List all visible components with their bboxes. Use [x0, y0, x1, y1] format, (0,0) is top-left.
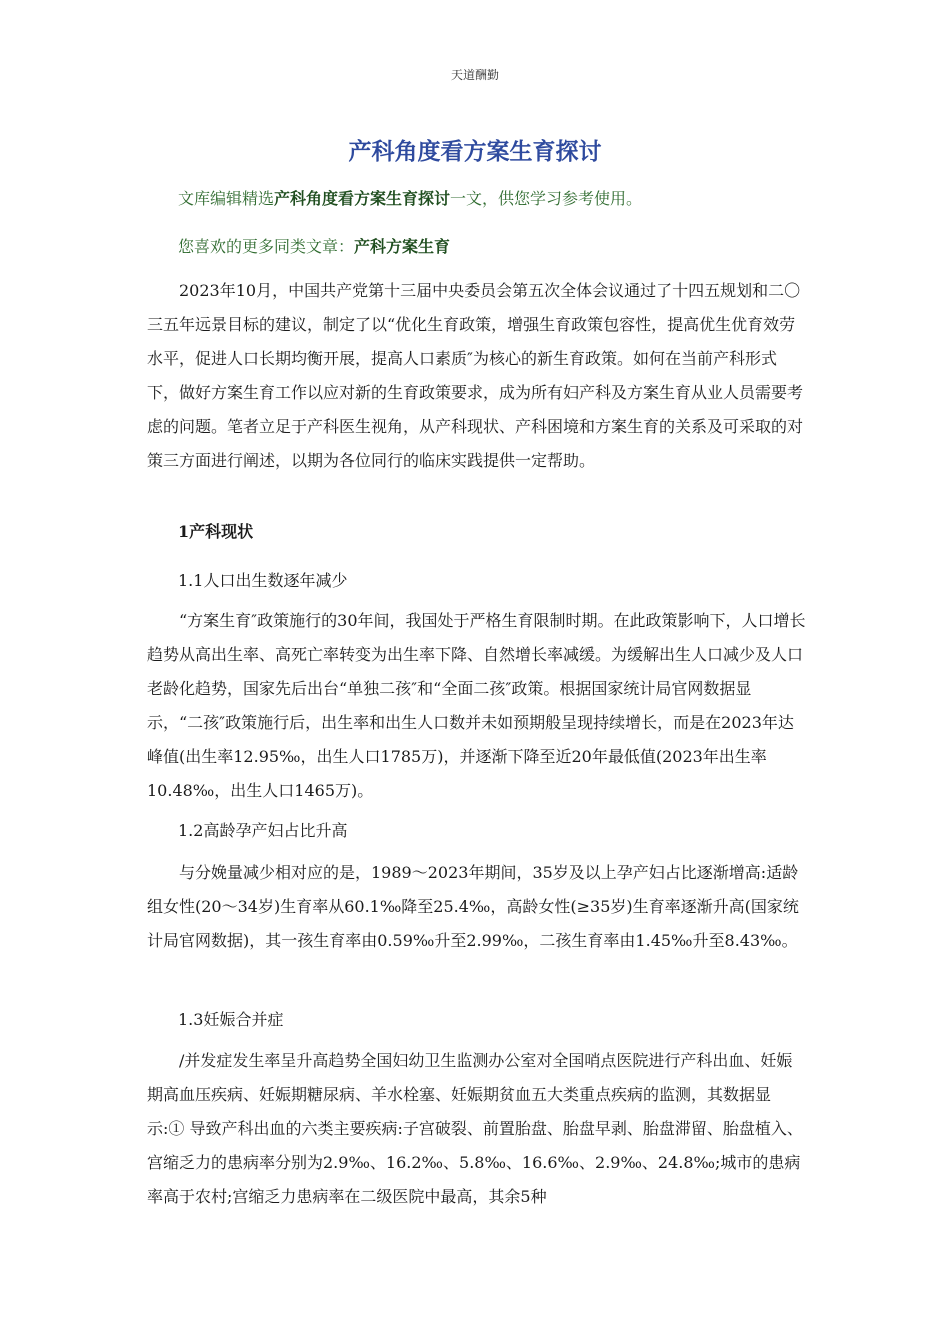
subsection-heading-1-1: 1.1人口出生数逐年减少	[178, 571, 348, 590]
paragraph-1: 2023年10月，中国共产党第十三届中央委员会第五次全体会议通过了十四五规划和二〇三五年远景目标的建议，制定了以“优化生育政策，增强生育政策包容性，提高优生优育效劳水平，促进人口长期均衡开展，提高人口素质″为核心的新生育政策。如何在当前产科形式下，做好方案生育工作以应对新的生育政策要求，成为所有妇产科及方案生育从业人员需要考虑的问题。笔者立足于产科医生视角，从产科现状、产科困境和方案生育的关系及可采取的对策三方面进行阐述，以期为各位同行的临床实践提供一定帮助。	[147, 281, 804, 470]
paragraph-4: /并发症发生率呈升高趋势全国妇幼卫生监测办公室对全国哨点医院进行产科出血、妊娠期高血压疾病、妊娠期糖尿病、羊水栓塞、妊娠期贫血五大类重点疾病的监测，其数据显示:① 导致产科出血的六类主要疾病:子宫破裂、前置胎盘、胎盘早剥、胎盘滞留、胎盘植入、宫缩乏力的患病率分别为2.9‰、16.2‰、5.8‰、16.6‰、2.9‰、24.8‰;城市的患病率高于农村;宫缩乏力患病率在二级医院中最高，其余5种	[147, 1051, 803, 1206]
intro-prefix: 文库编辑精选	[178, 189, 275, 208]
paragraph-3: 与分娩量减少相对应的是，1989～2023年期间，35岁及以上孕产妇占比逐渐增高:适龄组女性(20～34岁)生育率从60.1‰降至25.4‰，高龄女性(≥35岁)生育率逐渐升高(国家统计局官网数据)，其一孩生育率由0.59‰升至2.99‰，二孩生育率由1.45‰升至8.43‰。	[147, 863, 799, 950]
intro-article-link[interactable]: 产科角度看方案生育探讨	[274, 189, 451, 208]
intro-suffix: 一文，供您学习参考使用。	[450, 189, 643, 208]
subsection-heading-1-2: 1.2高龄孕产妇占比升高	[178, 821, 348, 840]
subsection-heading-1-3: 1.3妊娠合并症	[178, 1010, 284, 1029]
page-header: 天道酬勤	[450, 68, 499, 82]
intro-line-2	[178, 234, 450, 257]
paragraph-2: “方案生育″政策施行的30年间，我国处于严格生育限制时期。在此政策影响下，人口增长趋势从高出生率、高死亡率转变为出生率下降、自然增长率减缓。为缓解出生人口减少及人口老龄化趋势，国家先后出台“单独二孩″和“全面二孩″政策。根据国家统计局官网数据显示，“二孩″政策施行后，出生率和出生人口数并未如预期般呈现持续增长，而是在2023年达峰值(出生率12.95‰，出生人口1785万)，并逐渐下降至近20年最低值(2023年出生率10.48‰，出生人口1465万)。	[147, 611, 806, 800]
document-title: 产科角度看方案生育探讨	[348, 139, 602, 165]
intro-line-1	[178, 186, 642, 209]
related-article-link[interactable]: 产科方案生育	[354, 237, 451, 256]
section-heading-1: 1产科现状	[178, 522, 254, 541]
related-prefix: 您喜欢的更多同类文章：	[178, 237, 355, 256]
